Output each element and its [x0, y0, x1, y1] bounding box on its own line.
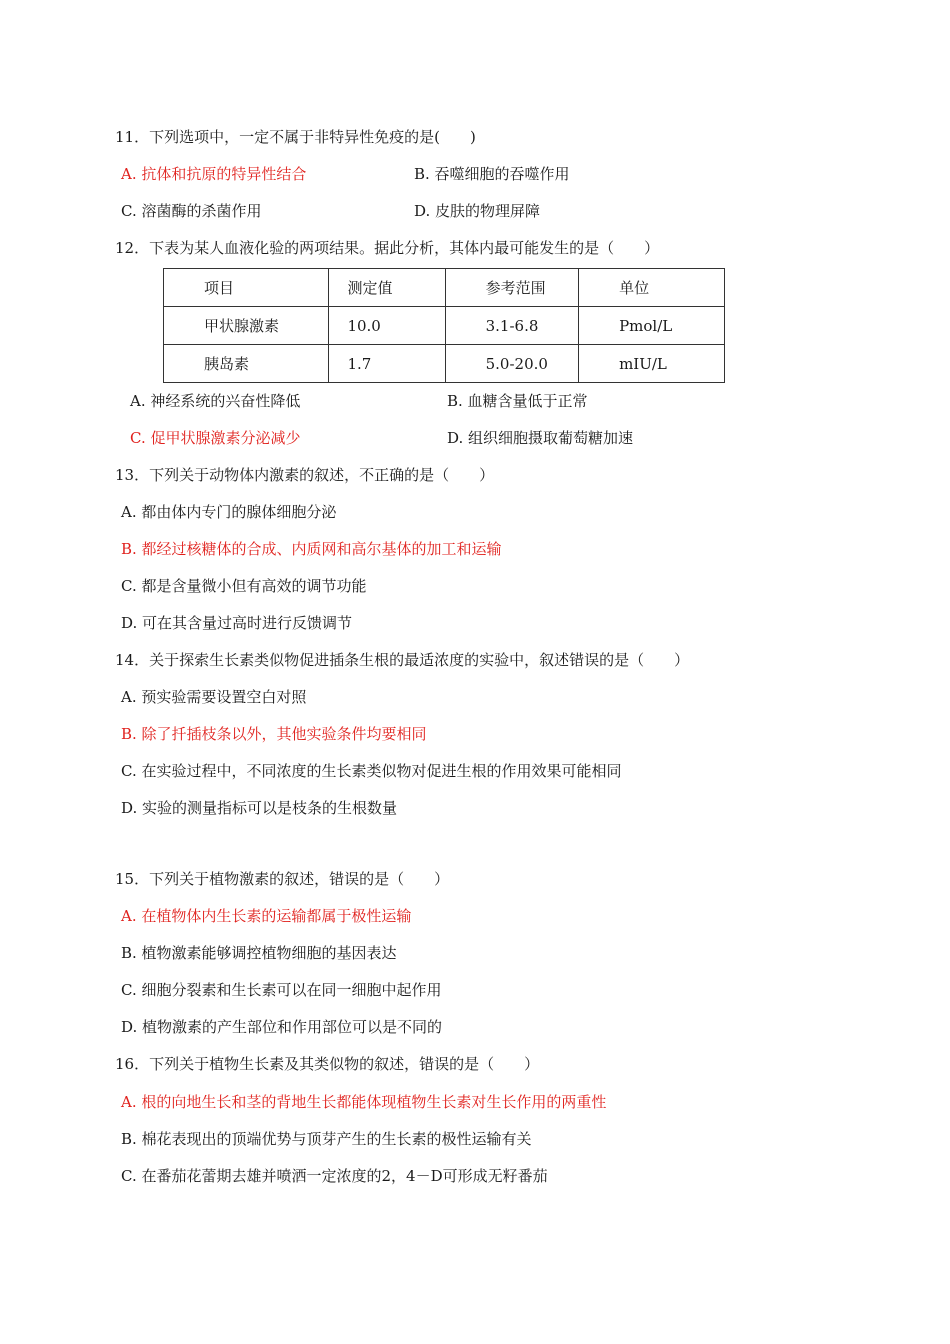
q11-option-b: B. 吞噬细胞的吞噬作用	[414, 165, 570, 183]
table-cell: 3.1-6.8	[445, 307, 578, 345]
q16-option-a: A. 根的向地生长和茎的背地生长都能体现植物生长素对生长作用的两重性	[121, 1093, 607, 1111]
table-cell: 胰岛素	[164, 345, 329, 383]
table-cell: 10.0	[329, 307, 445, 345]
table-cell: 1.7	[329, 345, 445, 383]
q14-option-c: C. 在实验过程中，不同浓度的生长素类似物对促进生根的作用效果可能相同	[121, 762, 622, 780]
blood-test-table	[163, 268, 725, 383]
q15-option-b: B. 植物激素能够调控植物细胞的基因表达	[121, 944, 397, 962]
q16-option-c: C. 在番茄花蕾期去雄并喷洒一定浓度的2，4－D可形成无籽番茄	[121, 1167, 548, 1185]
table-header-row	[164, 269, 725, 307]
q14-option-d: D. 实验的测量指标可以是枝条的生根数量	[121, 799, 398, 817]
q14-stem: 14．关于探索生长素类似物促进插条生根的最适浓度的实验中，叙述错误的是（ ）	[115, 651, 690, 669]
q12-stem: 12．下表为某人血液化验的两项结果。据此分析，其体内最可能发生的是（ ）	[115, 239, 660, 257]
q12-option-a: A. 神经系统的兴奋性降低	[130, 392, 301, 410]
table-header-cell: 单位	[579, 269, 725, 307]
q12-option-d: D. 组织细胞摄取葡萄糖加速	[447, 429, 634, 447]
q12-option-c: C. 促甲状腺激素分泌减少	[130, 429, 301, 447]
table-header-cell: 测定值	[329, 269, 445, 307]
q13-option-a: A. 都由体内专门的腺体细胞分泌	[121, 503, 337, 521]
table-cell: mIU/L	[579, 345, 725, 383]
q13-option-c: C. 都是含量微小但有高效的调节功能	[121, 577, 367, 595]
table-cell: 甲状腺激素	[164, 307, 329, 345]
table-header-cell: 参考范围	[445, 269, 578, 307]
q14-option-b: B. 除了扦插枝条以外，其他实验条件均要相同	[121, 725, 427, 743]
q15-option-c: C. 细胞分裂素和生长素可以在同一细胞中起作用	[121, 981, 442, 999]
table-cell: 5.0-20.0	[445, 345, 578, 383]
q11-stem: 11．下列选项中，一定不属于非特异性免疫的是( )	[115, 128, 476, 146]
q15-option-d: D. 植物激素的产生部位和作用部位可以是不同的	[121, 1018, 443, 1036]
q16-stem: 16．下列关于植物生长素及其类似物的叙述，错误的是（ ）	[115, 1055, 540, 1073]
q11-option-d: D. 皮肤的物理屏障	[414, 202, 541, 220]
q13-option-b: B. 都经过核糖体的合成、内质网和高尔基体的加工和运输	[121, 540, 502, 558]
q13-stem: 13．下列关于动物体内激素的叙述，不正确的是（ ）	[115, 466, 495, 484]
q15-option-a: A. 在植物体内生长素的运输都属于极性运输	[121, 907, 412, 925]
table-row	[164, 307, 725, 345]
q13-option-d: D. 可在其含量过高时进行反馈调节	[121, 614, 353, 632]
q12-option-b: B. 血糖含量低于正常	[447, 392, 588, 410]
table-cell: Pmol/L	[579, 307, 725, 345]
q11-option-c: C. 溶菌酶的杀菌作用	[121, 202, 262, 220]
table-row	[164, 345, 725, 383]
q16-option-b: B. 棉花表现出的顶端优势与顶芽产生的生长素的极性运输有关	[121, 1130, 532, 1148]
table-header-cell: 项目	[164, 269, 329, 307]
q15-stem: 15．下列关于植物激素的叙述，错误的是（ ）	[115, 870, 450, 888]
q14-option-a: A. 预实验需要设置空白对照	[121, 688, 307, 706]
q11-option-a: A. 抗体和抗原的特异性结合	[121, 165, 307, 183]
